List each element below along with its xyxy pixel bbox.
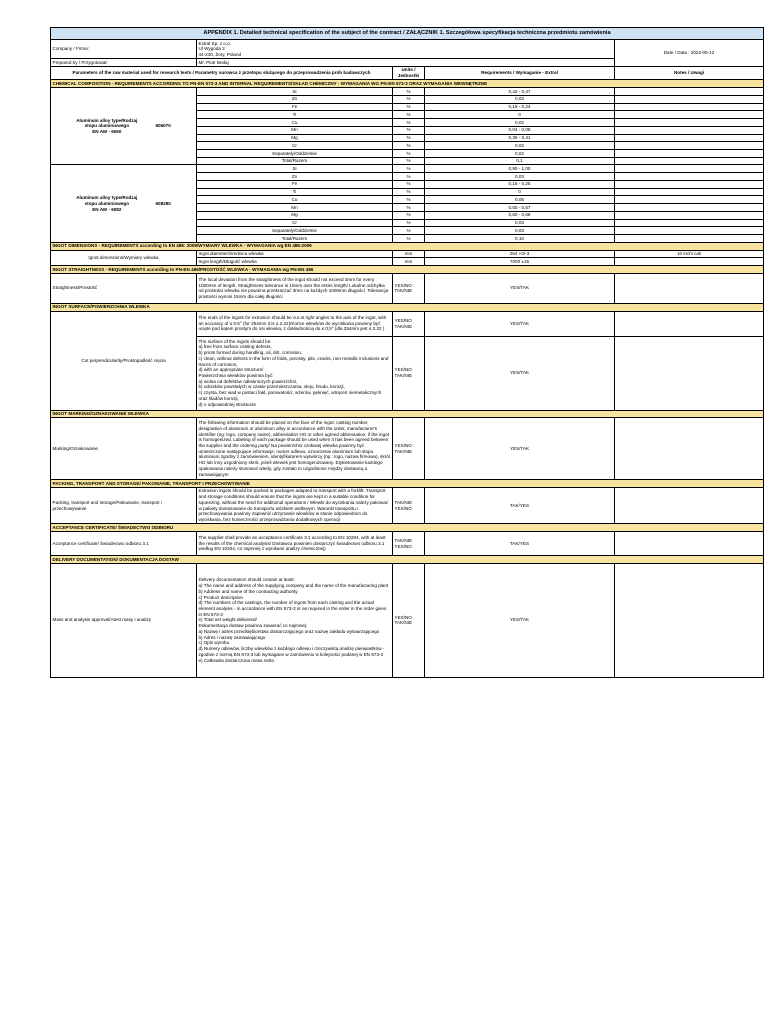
packing-row-description: Extrusion ingots should be packed in packages adapted to transport with a forklift. Transport and storage conditions should ensure that the ingots are kept in a suitable condition for squeezing, without the need for additional operations / Wlewki do wyciskania należy pakować w pakiety dostosowane do transportu wózkiem widłowym. Warunki transportu i przechowywania powinny zapewnić utrzymanie wlewków w stanie odpowiednim do wyciskania, bez konieczności przeprowadzania dodatkowych operacji bbox=[197, 487, 393, 523]
dimension-param: Ingot length/Długość wlewka bbox=[197, 258, 393, 266]
straightness-row-description: The local deviation from the straightness of the ingot should not exceed 3mm for every 1000mm of length. Straightness tolerance is 15mm over the entire length/ Lokalne odchyłka od prostości wlewka nie powinna przekraczać 3mm na każdych 1000mm długości. Tolerancja prostości wynosi 15mm dla całej długości bbox=[197, 273, 393, 303]
surface-row bbox=[51, 311, 764, 336]
straightness-row-label: Straightness/Prostość bbox=[51, 273, 197, 303]
section-row bbox=[51, 242, 764, 250]
dimension-unit: mm bbox=[393, 250, 425, 258]
packing-row-unit: TAK/NIE YES/NO bbox=[393, 487, 425, 523]
element-name: Mn bbox=[197, 204, 393, 212]
date-value: Date / Data : 2022-05-12 bbox=[615, 40, 764, 67]
company-value bbox=[197, 40, 615, 59]
element-requirement: 0,03 bbox=[425, 219, 615, 227]
dimension-note bbox=[615, 258, 764, 266]
element-requirement: 0,04 - 0,08 bbox=[425, 126, 615, 134]
section-heading: ACCEPTANCE CERTIFICATE/ ŚWIADECTWO ODBIORU bbox=[51, 524, 764, 532]
element-note bbox=[615, 134, 764, 142]
company-row bbox=[51, 40, 764, 59]
element-unit: % bbox=[393, 126, 425, 134]
element-requirement: 0 bbox=[425, 111, 615, 119]
element-unit: % bbox=[393, 235, 425, 243]
surface-unit: YES/NO TAK/NIE bbox=[393, 336, 425, 410]
element-unit: % bbox=[393, 173, 425, 181]
element-unit: % bbox=[393, 103, 425, 111]
surface-unit: YES/NO TAK/NIE bbox=[393, 311, 425, 336]
alloy-name: Aluminum alloy type/Rodzaj stopu aluminiowego EN AW - 6060 bbox=[76, 117, 138, 135]
straightness-row-note bbox=[615, 273, 764, 303]
element-note bbox=[615, 235, 764, 243]
element-unit: % bbox=[393, 180, 425, 188]
delivery-row-requirement: YES/TAK bbox=[425, 563, 615, 677]
surface-label: Cut perpendicularity/Prostopadłość cięcia bbox=[51, 311, 197, 410]
header-requirements: Requirements / Wymaganie - Extral bbox=[425, 66, 615, 79]
delivery-row-note bbox=[615, 563, 764, 677]
element-note bbox=[615, 95, 764, 103]
element-requirement: 0,50 - 0,57 bbox=[425, 204, 615, 212]
element-unit: % bbox=[393, 157, 425, 165]
element-note bbox=[615, 188, 764, 196]
element-requirement: 0,60 - 0,68 bbox=[425, 211, 615, 219]
composition-row bbox=[51, 88, 764, 96]
title-row bbox=[51, 28, 764, 40]
element-name: Cr bbox=[197, 142, 393, 150]
surface-note bbox=[615, 336, 764, 410]
element-requirement: 0 bbox=[425, 188, 615, 196]
surface-description: The ends of the ingots for extrusion should be cut at right angles to the axis of the ingot, with an accuracy of ≤ 0.5° (for 254mm it is ≤ 2.22)/Końce wlewków do wyciskania powinny być ucięte pod kątem prostym do osi wlewka, z dokładnością do ≤ 0,5° (dla 254mm jest ≤ 2.22 ) bbox=[197, 311, 393, 336]
certificate-row bbox=[51, 532, 764, 556]
element-name: Cr bbox=[197, 219, 393, 227]
element-name: Separately/Oddzielnie bbox=[197, 150, 393, 158]
header-row bbox=[51, 66, 764, 79]
element-requirement: 0,19 - 0,24 bbox=[425, 103, 615, 111]
section-heading: INGOT SURFACE/POWIERZCHNIA WLEWKA bbox=[51, 303, 764, 311]
element-requirement: 0,36 - 0,41 bbox=[425, 134, 615, 142]
alloy-code: 606070 bbox=[155, 123, 171, 129]
element-unit: % bbox=[393, 142, 425, 150]
section-row bbox=[51, 303, 764, 311]
element-name: Si bbox=[197, 165, 393, 173]
section-heading: INGOT MARKING/OZNAKOWANIE WLEWKA bbox=[51, 410, 764, 418]
delivery-row-label: Mass and analysis approval/Atest masy i analizy bbox=[51, 563, 197, 677]
element-requirement: 0,03 bbox=[425, 173, 615, 181]
element-unit: % bbox=[393, 119, 425, 127]
element-note bbox=[615, 165, 764, 173]
element-name: Si bbox=[197, 88, 393, 96]
element-requirement: 0,02 bbox=[425, 142, 615, 150]
element-requirement: 0,02 bbox=[425, 150, 615, 158]
element-name: Mn bbox=[197, 126, 393, 134]
surface-requirement: YES/TAK bbox=[425, 336, 615, 410]
element-unit: % bbox=[393, 188, 425, 196]
section-row bbox=[51, 524, 764, 532]
element-requirement: 0,1 bbox=[425, 157, 615, 165]
prepared-label: Prepared by / Przygotował: bbox=[51, 59, 197, 67]
packing-row-note bbox=[615, 487, 764, 523]
certificate-row-note bbox=[615, 532, 764, 556]
element-name: Total/Razem bbox=[197, 157, 393, 165]
element-note bbox=[615, 219, 764, 227]
alloy-name: Aluminum alloy type/Rodzaj stopu aluminiowego EN AW - 6082 bbox=[76, 195, 138, 212]
element-note bbox=[615, 204, 764, 212]
element-requirement: 0,02 bbox=[425, 119, 615, 127]
element-name: Fe bbox=[197, 103, 393, 111]
surface-description: The surface of the ingots should be: a) free from surface casting defects, b) prints formed during handling, oil, dirt, corrosion, c) clean, without defects in the form of folds, porosity, pits, cracks, non-metallic inclusions and traces of corrosion, d) with an appropriate structure/ Powierzchnia wlewków powinna być: a) wolna od defektów odlewniczych powierzchni, b) odcisków powstałych w czasie przemieszczania, oleju, brudu, korozji, c) czysta, bez wad w postaci fałd, porowatości, wżerów, pęknięć, wtrąceń niemetalicznych oraz śladów korozji, d) o odpowiedniej strukturze bbox=[197, 336, 393, 410]
element-requirement: 0,05 bbox=[425, 196, 615, 204]
dimension-param: Ingot diameter/Średnica wlewka bbox=[197, 250, 393, 258]
element-name: Fe bbox=[197, 180, 393, 188]
marking-row-requirement: YES/TAK bbox=[425, 418, 615, 480]
company-label: Company / Firma: bbox=[51, 40, 197, 59]
section-heading: INGOT STRAIGHTNESS - REQUIREMENTS according to PN-EN 486/PROSTOŚĆ WLEWKA - WYMAGANIA wg PN-EN 486 bbox=[51, 266, 764, 274]
marking-row-description: The following information should be placed on the face of the ingot: casting number, designation of aluminum or aluminum alloy in accordance with the order, manufacturer's identifier (eg: logo, company name), abbreviation HO or other agreed abbreviation, if the ingot is homogenized. Labeling of each package should be used when it has been agreed between the supplier and the ordering party/ Na powierzchni czołowej wlewka powinny być umieszczone następujące informacje: numer odlewu, oznaczenie aluminium lub stopu aluminium zgodny z zamówieniem, identyfikatorem wytwórcy (np.: logo, nazwa firmowa), skrót HO lub inny uzgodniony skrót, jeżeli wlewek jest homogenizowany. Etykietowanie każdego opakowania należy stosować wtedy, gdy zostało to uzgodnione między dostawcą a zamawiającym bbox=[197, 418, 393, 480]
company-line: Extral Sp. z o.o. bbox=[198, 40, 231, 46]
certificate-row-unit: TAK/NIE YES/NO bbox=[393, 532, 425, 556]
delivery-row-description: Delivery documentation should contain at least: a) The name and address of the supplying company and the name of the manufacturing plant b) Address and name of the contracting authority c) Product description d) The numbers of the castings, the number of ingots from each casting and the actual element analysis - in accordance with EN 573-3 or as required in the order in the order given in EN 573-3 e) Total net weight delivered/ Dokumentacja dostaw powinna zawierać co najmniej: a) Nazwę i adres przedsiębiorstwa dostarczającego oraz nazwę zakładu wytwarzającego b) Adres i nazwę zamawiającego c) Opis wyrobu d) Numery odlewów, liczbę wlewków z każdego odlewu i rzeczywistą analizę pierwiastków - zgodnie z normą EN 573-3 lub wymagane w zamówieniu w kolejności podanej w EN 573-3 e) Całkowita dostarczona masa netto bbox=[197, 563, 393, 677]
element-unit: % bbox=[393, 95, 425, 103]
packing-row bbox=[51, 487, 764, 523]
element-unit: % bbox=[393, 219, 425, 227]
element-requirement: 0,03 bbox=[425, 95, 615, 103]
element-name: Cu bbox=[197, 119, 393, 127]
element-name: Ti bbox=[197, 111, 393, 119]
page-title: APPENDIX 1. Detailed technical specification of the subject of the contract / ZAŁĄCZNIK 1. Szczegółowa specyfikacja techniczna przedmiotu zamówienia bbox=[51, 28, 764, 40]
element-note bbox=[615, 227, 764, 235]
straightness-row-unit: YES/NO TAK/NIE bbox=[393, 273, 425, 303]
header-units: Units / Jednostki bbox=[393, 66, 425, 79]
element-unit: % bbox=[393, 196, 425, 204]
header-params: Parameters of the raw material used for research tests / Parametry surowca z przetopu służącego do przeprowadzenia prób badawczych bbox=[51, 66, 393, 79]
dimensions-label: Ignot dimensions/Wymiary wlewka bbox=[51, 250, 197, 265]
element-unit: % bbox=[393, 211, 425, 219]
company-line: Ul Wygoda 2 bbox=[198, 46, 225, 52]
alloy-type-label bbox=[51, 88, 197, 165]
specification-table bbox=[50, 27, 764, 678]
section-row bbox=[51, 80, 764, 88]
element-note bbox=[615, 150, 764, 158]
element-note bbox=[615, 196, 764, 204]
element-requirement: 0,16 - 0,25 bbox=[425, 180, 615, 188]
marking-row-label: Marking/Oznakowanie bbox=[51, 418, 197, 480]
section-row bbox=[51, 410, 764, 418]
alloy-type-label bbox=[51, 165, 197, 242]
element-unit: % bbox=[393, 204, 425, 212]
dimension-note: 10 inchi cali bbox=[615, 250, 764, 258]
element-unit: % bbox=[393, 111, 425, 119]
element-note bbox=[615, 103, 764, 111]
element-note bbox=[615, 157, 764, 165]
dimension-unit: mm bbox=[393, 258, 425, 266]
section-heading: DELIVERY DOCUMENTATION/ DOKUMENTACJA DOSTAW bbox=[51, 556, 764, 564]
company-line: 44-240, Żory, Poland bbox=[198, 51, 242, 57]
element-unit: % bbox=[393, 150, 425, 158]
element-note bbox=[615, 142, 764, 150]
section-heading: CHEMICAL COMPOSITION - REQUIREMENTS ACCORDING TO PN-EN 573-3 AND INTERNAL REQUIREMENTS/SKŁAD CHEMICZNY - WYMAGANIA WG PN-EN 573-3 ORAZ WYMAGANIA WEWNĘTRZNE bbox=[51, 80, 764, 88]
element-requirement: 0,03 bbox=[425, 227, 615, 235]
surface-note bbox=[615, 311, 764, 336]
dimension-requirement: 254 +0/-3 bbox=[425, 250, 615, 258]
element-note bbox=[615, 211, 764, 219]
element-requirement: 0,90 - 1,00 bbox=[425, 165, 615, 173]
element-name: Mg bbox=[197, 211, 393, 219]
element-name: Zn bbox=[197, 95, 393, 103]
packing-row-requirement: TAK/YES bbox=[425, 487, 615, 523]
straightness-row bbox=[51, 273, 764, 303]
packing-row-label: Packing, transport and storage/Pakowanie, transport i przechowywanie bbox=[51, 487, 197, 523]
delivery-row bbox=[51, 563, 764, 677]
dimension-row bbox=[51, 250, 764, 258]
delivery-row-unit: YES/NO TAK/NIE bbox=[393, 563, 425, 677]
prepared-value: Mr. Piotr Bedaj bbox=[197, 59, 615, 67]
certificate-row-requirement: TAK/YES bbox=[425, 532, 615, 556]
element-note bbox=[615, 119, 764, 127]
element-name: Mg bbox=[197, 134, 393, 142]
certificate-row-description: The supplier shall provide an acceptance certificate 3.1 according to EN 10204, with at least the results of the chemical analysis/ Dostawca powinien dostarczyć świadectwo odbioru 3.1 według EN 10204, co najmniej z wynikami analizy chemicznej) bbox=[197, 532, 393, 556]
element-requirement: 0,10 bbox=[425, 235, 615, 243]
alloy-code: 608280 bbox=[155, 200, 171, 206]
marking-row-note bbox=[615, 418, 764, 480]
element-note bbox=[615, 173, 764, 181]
element-name: Cu bbox=[197, 196, 393, 204]
straightness-row-requirement: YES/TAK bbox=[425, 273, 615, 303]
section-heading: PACKING, TRANSPORT AND STORAGE/ PAKOWANIE, TRANSPORT I PRZECHOWYWANIE bbox=[51, 480, 764, 488]
composition-row bbox=[51, 165, 764, 173]
section-row bbox=[51, 480, 764, 488]
section-row bbox=[51, 556, 764, 564]
element-requirement: 0,42 - 0,47 bbox=[425, 88, 615, 96]
element-name: Ti bbox=[197, 188, 393, 196]
element-note bbox=[615, 88, 764, 96]
element-unit: % bbox=[393, 88, 425, 96]
element-note bbox=[615, 180, 764, 188]
element-unit: % bbox=[393, 227, 425, 235]
marking-row-unit: YES/NO TAK/NIE bbox=[393, 418, 425, 480]
section-heading: INGOT DIMENSIONS - REQUIREMENTS according to EN 486: 2009/WYMIARY WLEWKA - WYMAGANIA wg EN 486:2009 bbox=[51, 242, 764, 250]
marking-row bbox=[51, 418, 764, 480]
element-name: Total/Razem bbox=[197, 235, 393, 243]
certificate-row-label: Acceptance certificate/ Świadectwo odbioru 3.1 bbox=[51, 532, 197, 556]
element-unit: % bbox=[393, 165, 425, 173]
header-notes: Notes / Uwagi bbox=[615, 66, 764, 79]
element-name: Zn bbox=[197, 173, 393, 181]
element-name: Separately/Oddzielnie bbox=[197, 227, 393, 235]
element-note bbox=[615, 111, 764, 119]
section-row bbox=[51, 266, 764, 274]
element-note bbox=[615, 126, 764, 134]
surface-requirement: YES/TAK bbox=[425, 311, 615, 336]
element-unit: % bbox=[393, 134, 425, 142]
dimension-requirement: 7000 ±15 bbox=[425, 258, 615, 266]
